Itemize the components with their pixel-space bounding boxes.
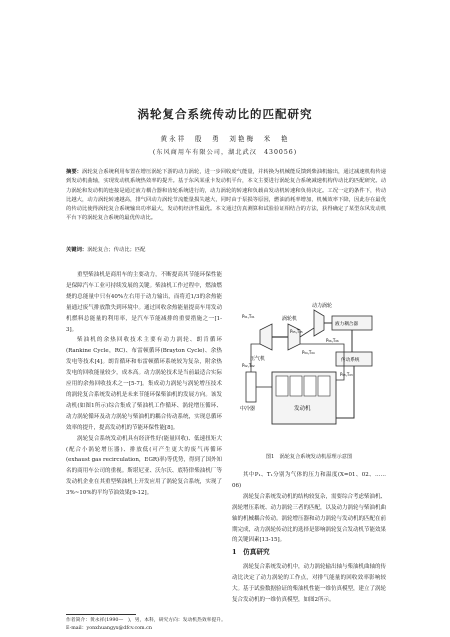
footnote-author: 作者简介：黄永祥(1990— )，男，本科，研究方向：发动机热效率提升。 (66, 618, 226, 623)
keywords (66, 246, 386, 255)
cylinder (318, 376, 330, 396)
abstract-label: 摘要： (66, 169, 83, 175)
abstract (66, 168, 386, 224)
cylinder (276, 376, 288, 396)
affiliation: (东风商用车有限公司，湖北武汉 430056) (152, 149, 298, 156)
state-label-04: P₀₄,T₀₄ (302, 350, 315, 355)
power-turbine-shape (314, 310, 324, 336)
cylinder (290, 376, 302, 396)
figure-1-diagram (240, 300, 380, 445)
abstract-text: 涡轮复合系统利用布置在增压涡轮下游的动力涡轮，进一步回收废气能量，并转换为机械能反馈到柴油机输出，通过减速机构传递到发动机曲轴，实现发动机系统热效率的提升。基于东风某重卡发动机平台，本文主要进行涡轮复合系统减速机构传动比的匹配研究。动力涡轮和发动机的连接是通过液力耦合器和齿轮系统进行的，动力涡轮的转速和负载由发动机转速和负荷决定。工况一定的条件下，传动比越大，动力涡轮转速越高，排气回动力涡轮节流能量损失越大，同时由于泵损等原因，燃油消耗率增加，机械效率下降，因此存在最优的传动比使得涡轮复合系统输出功率最大，发动机经济性最优。本文通过仿真测算和试验验证相结合的方法，获得确定了某型东风发动机平台下的涡轮复合系统的最优传动比。 (66, 169, 386, 222)
body-right-column-bottom (232, 562, 386, 606)
author-list: 黄永祥 殷 勇 刘艳梅 米 艳 (160, 135, 290, 143)
cylinder (304, 376, 316, 396)
gear-train-label: 传动系统 (341, 358, 360, 363)
section-heading: 1 仿真研究 (232, 548, 270, 556)
intercooler-box (246, 372, 256, 402)
keywords-text: 涡轮复合；传动比；匹配 (87, 247, 146, 253)
state-label-05: P₀₅,T₀₅ (290, 329, 303, 334)
keywords-label: 关键词： (66, 247, 88, 253)
footnote-rule (66, 614, 136, 615)
state-label-06: P₀₆,T₀₆ (326, 338, 339, 343)
turbine-shape (288, 324, 300, 350)
compressor-shape (260, 324, 272, 350)
compressor-label: 压气机 (250, 356, 266, 362)
paragraph: 涡轮复合系统发动机的结构较复杂，需要综合考虑柴油机、涡轮增压系统、动力涡轮三者的匹配，以及动力涡轮与柴油机曲轴的机械耦合传动。涡轮增压器和动力涡轮与发动机的匹配在前期完成，动力涡轮传动比的选择是影响涡轮复合发动机节能效果的关键因素[13-15]。 (232, 493, 387, 544)
paragraph: 其中P₁、T₁分别为气体的压力和温度(X=01、02、……06) (232, 472, 386, 489)
paragraph: 涡轮复合系统发动机具有经济性好(能量回收)、低速扭矩大(配合小涡轮增压器)、排放低(可产生更大的废气再循环(exhaust gas recirculation，EGR)率)等优势，得到了国外知名的商用车公司的重视。斯堪尼亚、沃尔沃、底特律柴油机厂等发动机企业在其重型柴油机上开发应用了涡轮复合系统，实现了3%~10%的平均节油效果[9-12]。 (66, 435, 222, 497)
body-left-column (66, 270, 222, 499)
figure-caption: 图1 涡轮复合系统发动机原理示意图 (265, 454, 353, 460)
footnote-email: E-mail：yonxhuangyx@dfcv.com.cn (66, 625, 152, 631)
turbine-label: 涡轮机 (282, 316, 298, 322)
paper-title: 涡轮复合系统传动比的匹配研究 (137, 107, 313, 121)
paragraph: 柴油机的余热回收技术主要有动力涡轮、朗肯循环(Rankine Cycle，RC)、布雷顿循环(Brayton Cycle)、余热发电等技术[4]。朗肯循环和布雷顿循环系统较为复杂，附余热发电的回收能量较少，成本高。动力涡轮技术是当前最适合实际应用的余热回收技术之一[5-7]。集成动力涡轮与涡轮增压技术的涡轮复合系统发动机是未来节能环保柴油机的发展方向。该发动机(如图1所示)综合集成了柴油机工作循环、涡轮增压循环、动力涡轮循环及动力涡轮与柴油机的耦合传动系统，实现总循环效率的提升，提高发动机的节能环保性能[8]。 (66, 337, 222, 431)
state-label-01: P₀₁,T₀₁ (242, 314, 255, 319)
power-turbine-label: 动力涡轮 (312, 303, 333, 309)
engine-label: 发动机 (294, 406, 311, 412)
paragraph: 涡轮复合系统发动机中，动力涡轮输出轴与柴油机曲轴的传动比决定了动力涡轮的工作点，对排气能量的回收效率影响较大。基于试验数据验证的柴油机性能一维仿真模型，建立了涡轮复合发动机的一维仿真模型，如图2所示。 (232, 564, 387, 603)
state-label-03: P₀₃,T₀₃ (340, 372, 353, 377)
coupler-label: 液力耦合器 (335, 322, 358, 327)
intercooler-label: 中冷器 (240, 406, 256, 412)
body-right-column (232, 470, 386, 546)
paragraph: 重型柴油机是商用车的主要动力，不断提高其节能环保性能是保障汽车工业可持续发展的关键。柴油机工作过程中，燃油燃烧的总能量中只有40%左右用于动力输出，而将近1/3的余热能量通过废气排放散失到环境中。通过回收余热能量提高车用发动机燃料总能量的利用率，是汽车节能减排的重要措施之一[1-3]。 (66, 272, 222, 333)
state-label-02: P₀₂,T₀₂ (242, 363, 255, 368)
footnote (66, 617, 306, 632)
